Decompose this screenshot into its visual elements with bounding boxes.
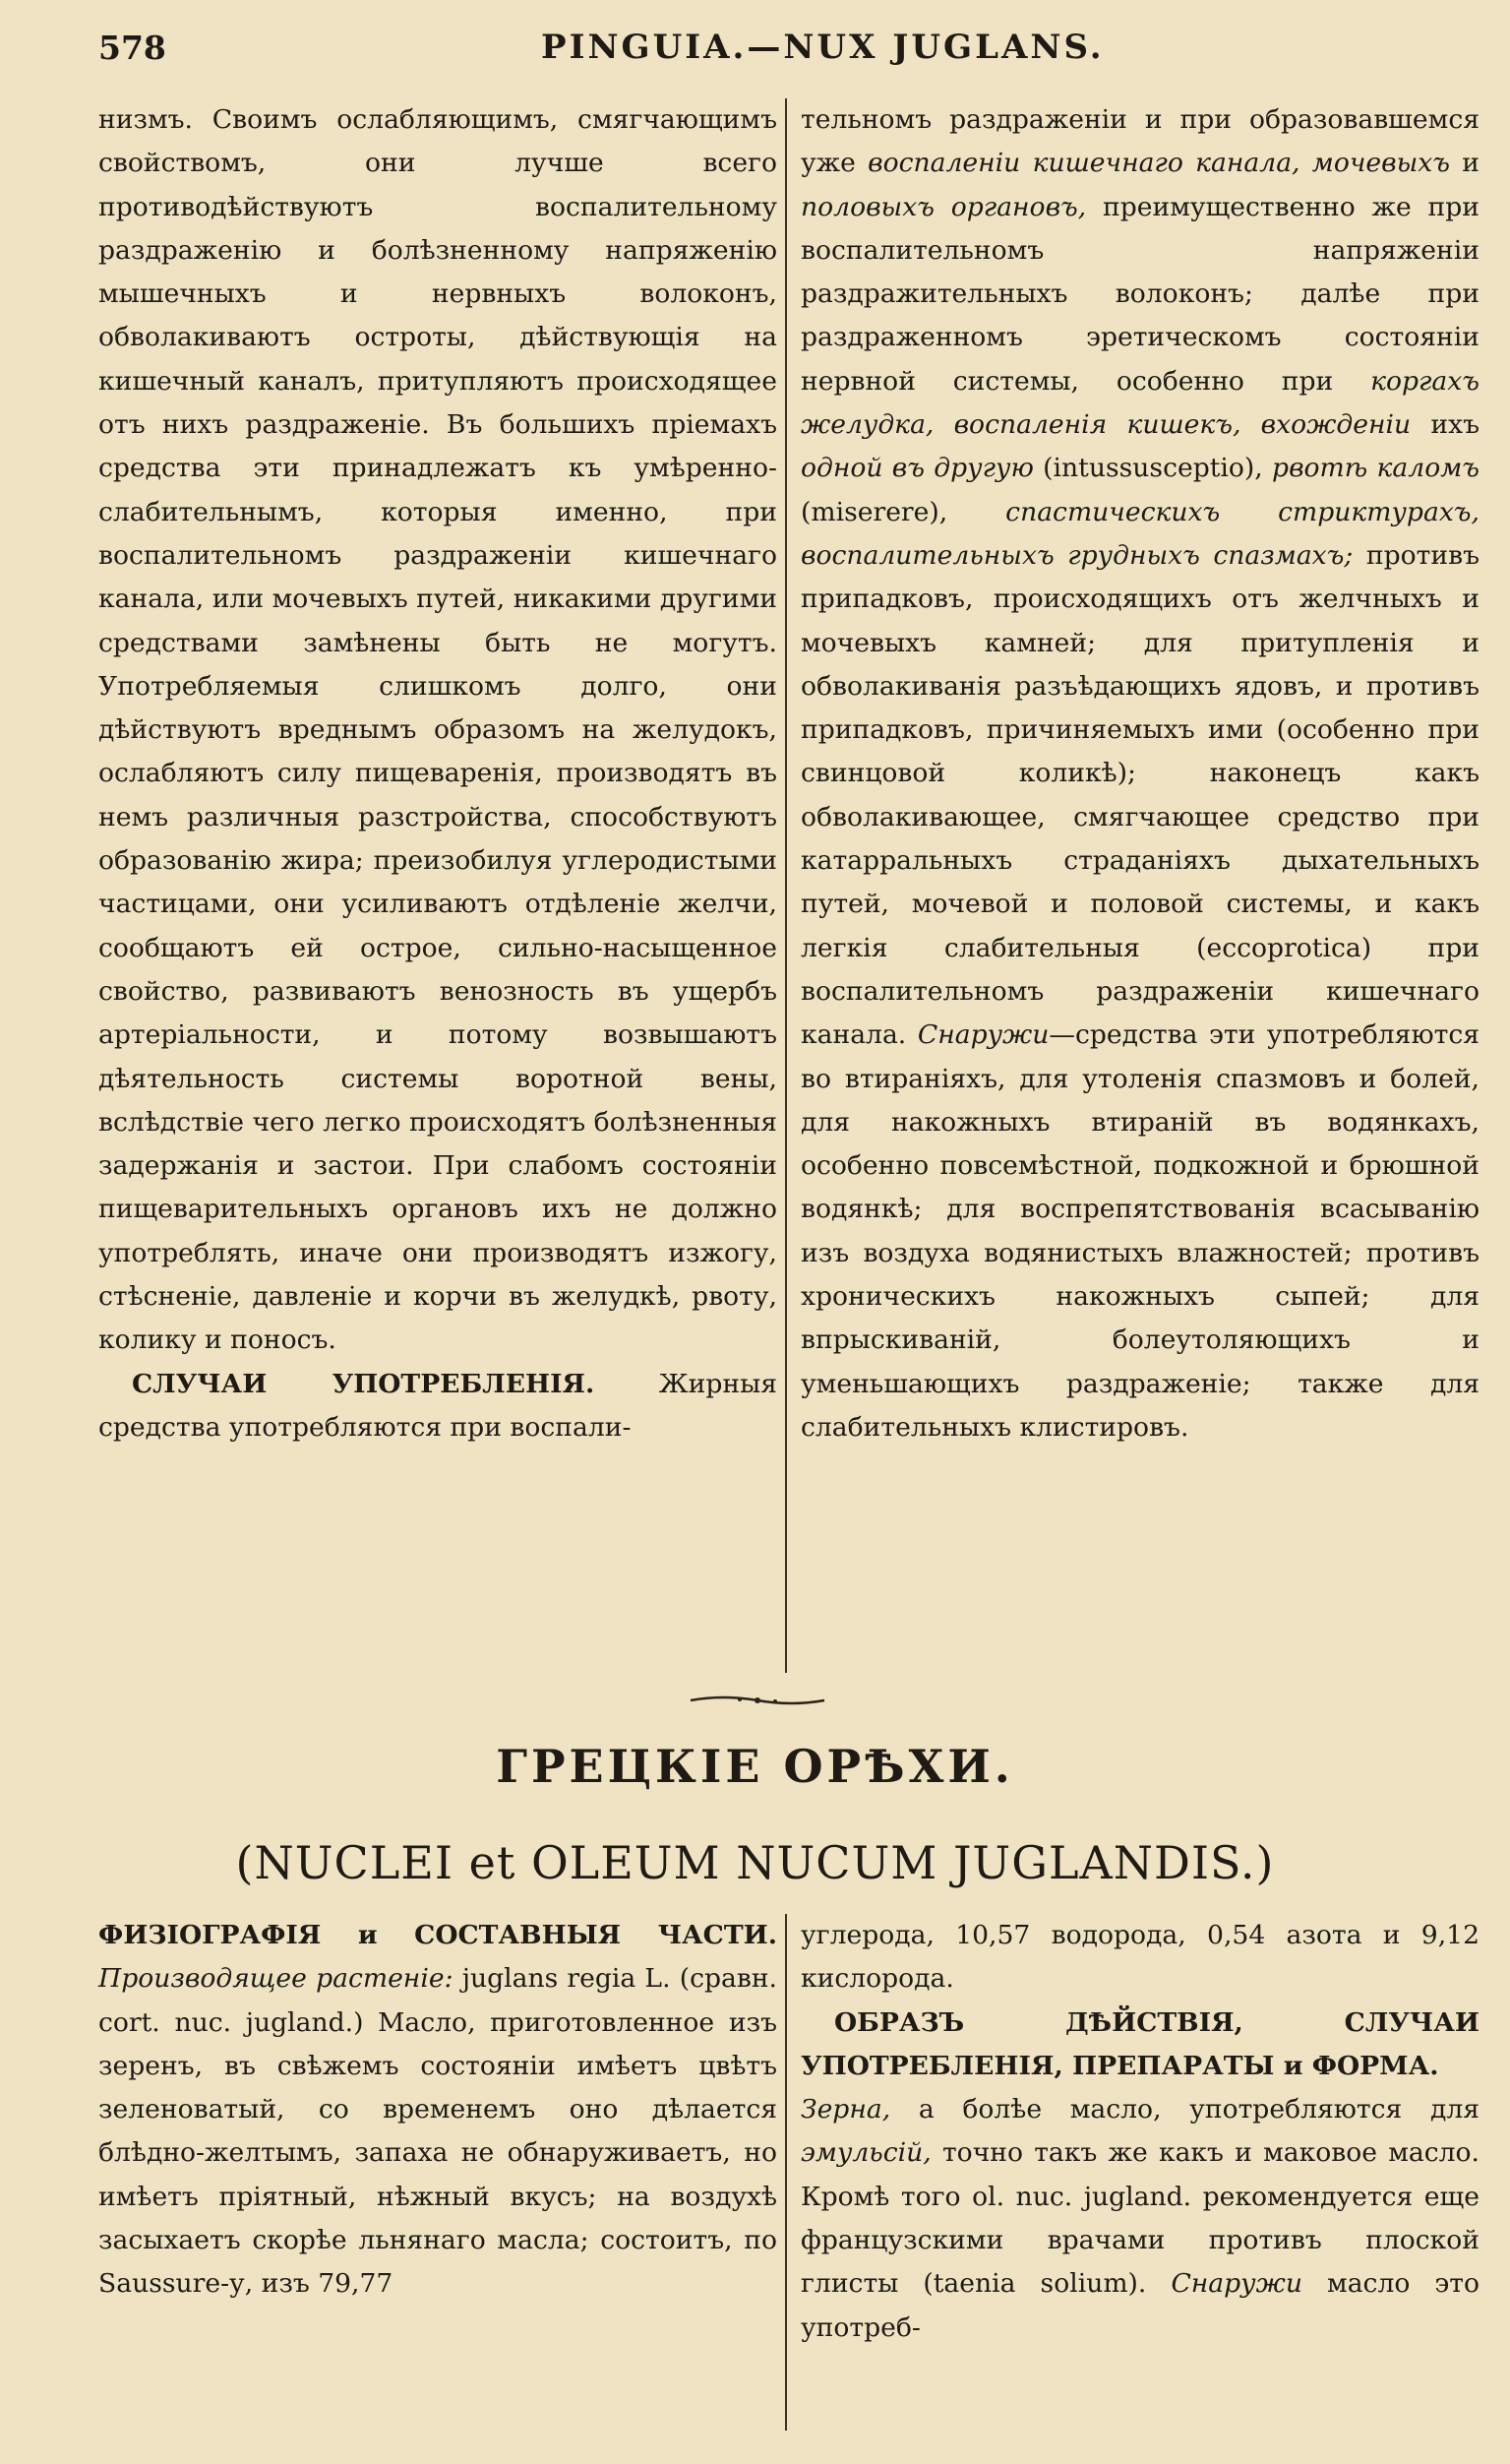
paragraph-heading: ФИЗІОГРАФІЯ и СОСТАВНЫЯ ЧАСТИ. <box>98 1920 777 1950</box>
paragraph-text: ихъ <box>1411 409 1480 441</box>
section-title: ГРЕЦКІЕ ОРѢХИ. <box>496 1740 1014 1793</box>
italic-text: спастическихъ стриктурахъ, воспалительныхъ грудныхъ спазмахъ; <box>801 496 1480 571</box>
page-header <box>98 18 1412 77</box>
paragraph-text: преимущественно же при воспалительномъ напряженіи раздражительныхъ волоконъ; далѣе при раздраженномъ эретическомъ состояніи нервной системы, особенно при <box>801 191 1480 397</box>
paragraph-text: и <box>1449 148 1480 179</box>
top-left-column <box>98 98 777 1449</box>
italic-text: эмульсій, <box>801 2137 932 2169</box>
paragraph-text: тельномъ раздраженіи и при образовавшемся уже <box>801 104 1480 179</box>
paragraph <box>98 1914 777 2307</box>
paragraph-text: а болѣе масло, употребляются для <box>890 2094 1480 2125</box>
paragraph <box>801 1914 1480 2002</box>
italic-text: воспаленіи кишечнаго канала, мочевыхъ <box>868 148 1450 179</box>
italic-text: Снаружи <box>1171 2268 1302 2300</box>
italic-text: одной въ другую <box>801 453 1034 484</box>
top-right-column <box>801 98 1480 1449</box>
paragraph-text: углерода, 10,57 водорода, 0,54 азота и 9,12 кислорода. <box>801 1920 1480 1995</box>
paragraph-heading: ОБРАЗЪ ДѢЙСТВІЯ, СЛУЧАИ УПОТРЕБЛЕНІЯ, ПРЕПАРАТЫ и ФОРМА. <box>801 2006 1480 2081</box>
italic-text: половыхъ органовъ, <box>801 191 1087 222</box>
italic-text: Зерна, <box>801 2094 891 2125</box>
paragraph-text: низмъ. Своимъ ослабляющимъ, смягчающимъ свойствомъ, они лучше всего противодѣйствуютъ воспалительному раздраженію и болѣзненному напряженію мышечныхъ и нервныхъ волоконъ, обволакиваютъ остроты, дѣйствующія на кишечный каналъ, притупляютъ происходящее отъ нихъ раздраженіе. Въ большихъ пріемахъ средства эти принадлежатъ къ умѣренно-слабительнымъ, которыя именно, при воспалительномъ раздраженіи кишечнаго канала, или мочевыхъ путей, никакими другими средствами замѣнены быть не могутъ. Употребляемыя слишкомъ долго, они дѣйствуютъ вреднымъ образомъ на желудокъ, ослабляютъ силу пищеваренія, производятъ въ немъ различныя разстройства, способствуютъ образованію жира; преизобилуя углеродистыми частицами, они усиливаютъ отдѣленіе желчи, сообщаютъ ей острое, сильно-насыщенное свойство, развиваютъ венозность въ ущербъ артеріальности, и потому возвышаютъ дѣятельность системы воротной вены, вслѣдствіе чего легко происходятъ болѣзненныя задержанія и застои. При слабомъ состояніи пищеварительныхъ органовъ ихъ не должно употреблять, иначе они производятъ изжогу, стѣсненіе, давленіе и корчи въ желудкѣ, рвоту, колику и поносъ. <box>98 104 777 1356</box>
paragraph-heading: СЛУЧАИ УПОТРЕБЛЕНІЯ. <box>132 1368 595 1399</box>
paragraph-text: —средства эти употребляются во втираніяхъ, для утоленія спазмовъ и болей, для накожныхъ втираній въ водянкахъ, особенно повсемѣстной, подкожной и брюшной водянкѣ; для воспрепятствованія всасыванію изъ воздуха водянистыхъ влажностей; противъ хроническихъ накожныхъ сыпей; для впрыскиваній, болеутоляющихъ и уменьшающихъ раздраженіе; также для слабительныхъ клистировъ. <box>801 1019 1480 1443</box>
italic-text: Производящее растеніе: <box>98 1963 453 1995</box>
paragraph-text: масло это употреб- <box>801 2268 1480 2343</box>
paragraph <box>801 98 1480 1449</box>
running-head: PINGUIA.—NUX JUGLANS. <box>541 28 1105 67</box>
paragraph <box>98 1363 777 1450</box>
italic-text: коргахъ желудка, воспаленія кишекъ, вхожденіи <box>801 365 1480 441</box>
paragraph-text: (miserere), <box>801 496 1006 527</box>
paragraph-text: точно такъ же какъ и маковое масло. Кромѣ того ol. nuc. jugland. рекомендуется еще французскими врачами противъ плоской глисты (taenia solium). <box>801 2137 1480 2300</box>
column-divider <box>785 98 787 1673</box>
bottom-left-column <box>98 1914 777 2307</box>
paragraph-text: (intussusceptio), <box>1033 453 1273 484</box>
page-number: 578 <box>98 28 166 67</box>
paragraph-text: Жирныя средства употребляются при воспали- <box>98 1368 778 1443</box>
paragraph-text: juglans regia L. (сравн. cort. nuc. jugland.) Масло, приготовленное изъ зеренъ, въ свѣжемъ состояніи имѣетъ цвѣтъ зеленоватый, со временемъ оно дѣлается блѣдно-желтымъ, запаха не обнаруживаетъ, но имѣетъ пріятный, нѣжный вкусъ; на воздухѣ засыхаетъ скорѣе льнянаго масла; состоитъ, по Saussure-у, изъ 79,77 <box>98 1963 777 2300</box>
bottom-right-column <box>801 1914 1480 2350</box>
paragraph <box>801 2088 1480 2350</box>
paragraph <box>98 98 777 1363</box>
section-subtitle: (NUCLEI et OLEUM NUCUM JUGLANDIS.) <box>235 1836 1275 1889</box>
column-divider <box>785 1914 787 2431</box>
italic-text: рвотѣ каломъ <box>1272 453 1480 484</box>
paragraph <box>801 2002 1480 2089</box>
paragraph-text: противъ припадковъ, происходящихъ отъ желчныхъ и мочевыхъ камней; для притупленія и обволакиванія разъѣдающихъ ядовъ, и противъ припадковъ, причиняемыхъ ими (особенно при свинцовой коликѣ); наконецъ какъ обволакивающее, смягчающее средство при катарральныхъ страданіяхъ дыхательныхъ путей, мочевой и половой системы, и какъ легкія слабительныя (eccoprotica) при воспалительномъ раздраженіи кишечнаго канала. <box>801 539 1480 1051</box>
italic-text: Снаружи <box>917 1019 1050 1051</box>
ornament-divider <box>689 1693 826 1708</box>
